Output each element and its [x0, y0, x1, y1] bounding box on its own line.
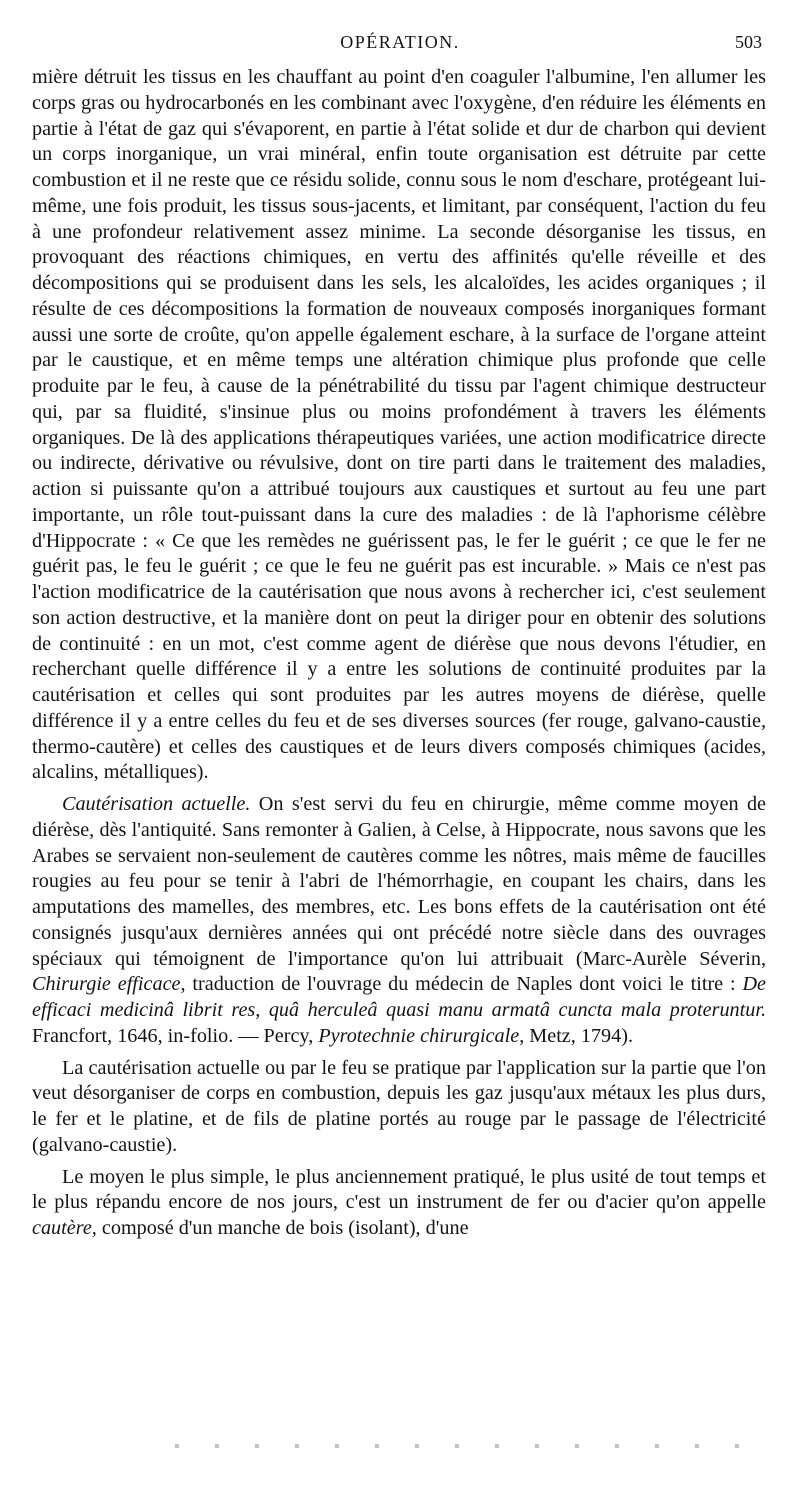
text-run: , traduction de l'ouvrage du médecin de Naples dont voici le titre : — [180, 973, 743, 996]
term-cautere: cautère — [32, 1217, 92, 1239]
latin-title: De efficaci medicinâ librit res, quâ herculeâ quasi manu armatâ cuncta mala proteruntur. — [32, 973, 766, 1021]
paragraph-cauterisation-actuelle — [32, 792, 766, 1050]
scan-artifact-dashes — [175, 1444, 775, 1448]
text-run: mière détruit les tissus en les chauffant au point d'en coaguler l'albumine, l'en allumer les corps gras ou hydrocarbonés en les combinant avec l'oxygène, d'en réduire les éléments en partie à l'état de gaz qui s'évaporent, en partie à l'état solide et dur de charbon qui devient un corps inorganique, un vrai minéral, enfin toute organisation est détruite par cette combustion et il ne reste que ce résidu solide, connu sous le nom d'eschare, protégeant lui-même, une fois produit, les tissus sous-jacents, et limitant, par conséquent, l'action du feu à une profondeur relativement assez minime. La seconde désorganise les tissus, en provoquant des réactions chimiques, en vertu des affinités qu'elle réveille et des décompositions qui se produisent dans les sels, les alcaloïdes, les acides organiques ; il résulte de ces décompositions la formation de nouveaux composés inorganiques formant aussi une sorte de croûte, qu'on appelle également eschare, à la surface de l'organe atteint par le caustique, et en même temps une altération chimique plus profonde que celle produite par le feu, à cause de la pénétrabilité du tissu par l'agent chimique destructeur qui, par sa fluidité, s'insinue plus ou moins profondément à travers les éléments organiques. De là des applications thérapeutiques variées, une action modificatrice directe ou indirecte, dérivative ou révulsive, dont on tire parti dans le traitement des maladies, action si puissante qu'on a attribué toujours aux caustiques et surtout au feu une part importante, un rôle tout-puissant dans la cure des maladies : de là l'aphorisme célèbre d'Hippocrate : « Ce que les remèdes ne guérissent pas, le fer le guérit ; ce que le fer ne guérit pas, le feu le guérit ; ce que le feu ne guérit pas est incurable. » Mais ce n'est pas l'action modificatrice de la cautérisation que nous avons à rechercher ici, c'est seulement son action destructive, et la manière dont on peut la diriger pour en obtenir des solutions de continuité : en un mot, c'est comme agent de diérèse que nous devons l'étudier, en recherchant quelle différence il y a entre les solutions de continuité produites par la cautérisation et celles qui sont produites par les autres moyens de diérèse, quelle différence il y a entre celles du feu et de ses diverses sources (fer rouge, galvano-caustie, thermo-cautère) et celles des caustiques et de leurs divers composés chimiques (acides, alcalins, métalliques). — [32, 66, 766, 784]
paragraph-cautere — [32, 1165, 766, 1242]
body-text — [32, 65, 766, 1242]
text-run: On s'est servi du feu en chirurgie, même comme moyen de diérèse, dès l'antiquité. Sans remonter à Galien, à Celse, à Hippocrate, nous savons que les Arabes se servaient non-seulement de cautères comme les nôtres, mais même de faucilles rougies au feu pour se tenir à l'abri de l'hémorrhagie, en coupant les chairs, dans les amputations des mamelles, des membres, etc. Les bons effets de la cautérisation ont été consignés jusqu'aux dernières années qui ont précédé notre siècle dans des ouvrages spéciaux qui témoignent de l'importance qu'on lui attribuait (Marc-Aurèle Séverin, — [32, 793, 766, 970]
paragraph-continuation — [32, 65, 766, 786]
running-head — [0, 32, 800, 58]
book-title-chirurgie-efficace: Chirurgie efficace — [32, 973, 181, 996]
text-run: La cautérisation actuelle ou par le feu se pratique par l'application sur la partie que l'on veut désorganiser de corps en combustion, depuis les gaz jusqu'aux métaux les plus durs, le fer et le platine, et de fils de platine portés au rouge par le passage de l'électricité (galvano-caustie). — [32, 1056, 766, 1156]
book-title-pyrotechnie: Pyrotechnie chirurgicale — [318, 1024, 520, 1047]
section-heading-cauterisation-actuelle: Cautérisation actuelle. — [62, 793, 251, 815]
running-title: OPÉRATION. — [340, 32, 460, 52]
paragraph-cauterisation-feu — [32, 1056, 766, 1159]
text-run: , Metz, 1794). — [519, 1024, 633, 1047]
text-run: Le moyen le plus simple, le plus anciennement pratiqué, le plus usité de tout temps et le plus répandu encore de nos jours, c'est un instrument de fer ou d'acier qu'on appelle — [32, 1165, 766, 1214]
page-number: 503 — [735, 32, 762, 52]
text-run: , composé d'un manche de bois (isolant), d'une — [91, 1217, 469, 1239]
text-run: Francfort, 1646, in-folio. — Percy, — [32, 1024, 319, 1047]
